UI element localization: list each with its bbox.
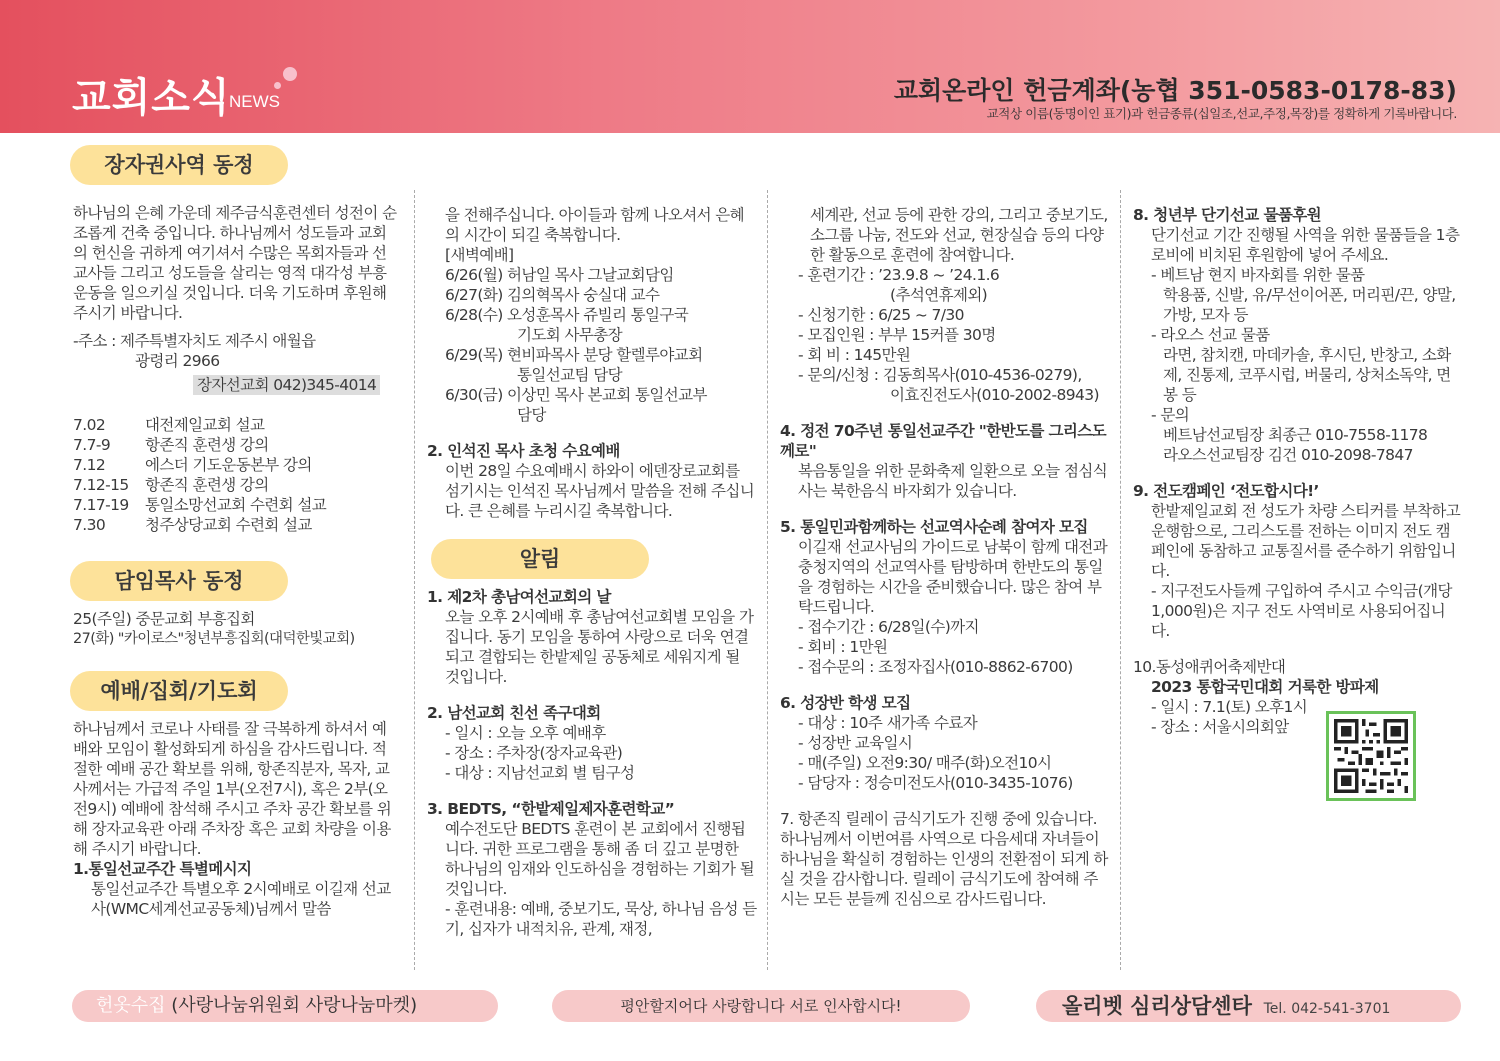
notice6-line: - 담당자 : 정승미전도사(010-3435-1076) (798, 774, 1073, 792)
notice8-line: - 베트남 현지 바자회를 위한 물품 (1151, 266, 1365, 284)
section-title-jangja: 장자권사역 동정 (70, 145, 288, 185)
notice10-sub: 2023 통합국민대회 거룩한 방파제 (1151, 678, 1379, 696)
news-label: NEWS (229, 92, 280, 111)
notice3-title: 3. BEDTS, “한밭제일제자훈련학교” (427, 800, 675, 818)
jangja-body: 하나님의 은혜 가운데 제주금식훈련센터 성전이 순조롭게 건축 중입니다. 하나님께서 성도들과 교회의 헌신을 귀하게 여기셔서 수많은 목회자들과 선교사들 그리고 성도들을 살리는 영적 대각성 부흥 운동을 일으키실 것입니다. 더욱 기도하며 후원해 주시기 바랍니다. (73, 204, 397, 322)
schedule-date: 7.02 (73, 416, 106, 434)
notice6-line: - 대상 : 10주 새가족 수료자 (798, 714, 978, 732)
train-line-cont: 이효진전도사(010-2002-8943) (890, 386, 1099, 404)
footer-greeting: 평안할지어다 사랑합니다 서로 인사합시다! (552, 990, 970, 1022)
schedule-text: 항존직 훈련생 강의 (145, 436, 269, 454)
notice8-line: - 문의 (1151, 406, 1190, 424)
notice1-body: 오늘 오후 2시예배 후 총남여선교회별 모임을 가집니다. 동기 모임을 통하여 사랑으로 더욱 연결되고 결합되는 한밭제일 공동체로 세워지게 될 것입니다. (445, 608, 754, 686)
offering-account: 교회온라인 헌금계좌(농협 351-0583-0178-83) (893, 76, 1457, 105)
dawn-title: [새벽예배] (445, 246, 514, 264)
address-line: -주소 : 제주특별자치도 제주시 애월읍 (73, 332, 316, 350)
offering-note: 교적상 이름(동명이인 표기)과 헌금종류(십일조,선교,주정,목장)를 정확하게 기록바랍니다. (986, 106, 1457, 121)
schedule-date: 7.7-9 (73, 436, 111, 454)
decor-dot-small (274, 82, 281, 89)
schedule-list (73, 415, 400, 535)
dawn-item: 6/27(화) 김의혁목사 숭실대 교수 (445, 286, 660, 304)
notice6-line: - 성장반 교육일시 (798, 734, 913, 752)
notice8-line: - 라오스 선교 물품 (1151, 326, 1270, 344)
notice6-title: 6. 성장반 학생 모집 (780, 694, 911, 712)
notice5-title: 5. 통일민과함께하는 선교역사순례 참여자 모집 (780, 518, 1088, 536)
train-line: - 훈련기간 : ’23.9.8 ~ ’24.1.6 (798, 266, 1000, 284)
qr-code[interactable] (1326, 711, 1416, 801)
notice5-body: 이길재 선교사님의 가이드로 남북이 함께 대전과 충청지역의 선교역사를 탐방하며 한반도의 통일을 경험하는 시간을 준비했습니다. 많은 참여 부탁드립니다. (798, 538, 1108, 616)
schedule-date: 7.17-19 (73, 496, 129, 514)
schedule-text: 통일소망선교회 수련회 설교 (145, 496, 327, 514)
notice2-title: 2. 남선교회 친선 족구대회 (427, 704, 601, 722)
notice5-line: - 회비 : 1만원 (798, 638, 888, 656)
decor-dot (283, 67, 297, 81)
counseling-tel: Tel. 042-541-3701 (1263, 1001, 1391, 1017)
notice3-dash: - 훈련내용: 예배, 중보기도, 묵상, 하나님 음성 듣기, 십자가 내적치유, 관계, 재정, (445, 900, 757, 938)
item1-title: 1.통일선교주간 특별메시지 (73, 860, 252, 878)
notice1-title: 1. 제2차 총남여선교회의 날 (427, 588, 611, 606)
section-title-pastor: 담임목사 동정 (70, 561, 288, 601)
schedule-date: 7.12 (73, 456, 106, 474)
schedule-text: 대전제일교회 설교 (145, 416, 265, 434)
notice9-dash: - 지구전도사들께 구입하여 주시고 수익금(개당 1,000원)은 지구 전도 사역비로 사용되어집니다. (1151, 582, 1452, 640)
dawn-item: 6/28(수) 오성훈목사 쥬빌리 통일구국 (445, 306, 689, 324)
section-title-worship: 예배/집회/기도회 (70, 671, 288, 711)
page-title: 교회소식 (72, 75, 231, 121)
item1-body-cont: 을 전해주십니다. 아이들과 함께 나오셔서 은혜의 시간이 되길 축복합니다. (445, 206, 745, 244)
dawn-item-cont: 담당 (517, 406, 546, 424)
notice7-body: 7. 항존직 릴레이 금식기도가 진행 중에 있습니다. 하나님께서 이번여름 사역으로 다음세대 자녀들이 하나님을 확실히 경험하는 인생의 전환점이 되게 하실 것을 감사합니다. 릴레이 금식기도에 참여해 주시는 모든 분들께 진심으로 감사드립니다. (780, 810, 1108, 908)
item2-title: 2. 인석진 목사 초청 수요예배 (427, 442, 620, 460)
column-divider (767, 190, 768, 970)
train-line: - 문의/신청 : 김동희목사(010-4536-0279), (798, 366, 1082, 384)
train-line: - 회 비 : 145만원 (798, 346, 911, 364)
dawn-item-cont: 기도회 사무총장 (517, 326, 622, 344)
notice5-line: - 접수문의 : 조정자집사(010-8862-6700) (798, 658, 1073, 676)
notice9-body: 한밭제일교회 전 성도가 차량 스티커를 부착하고 운행함으로, 그리스도를 전하는 이미지 전도 캠페인에 동참하고 교통질서를 준수하기 위함입니다. (1151, 502, 1461, 580)
dawn-item: 6/29(목) 현비파목사 분당 할렐루야교회 (445, 346, 703, 364)
counseling-name: 올리벳 심리상담센타 (1062, 994, 1252, 1018)
schedule-date: 7.12-15 (73, 476, 129, 494)
section-title-notice: 알림 (431, 539, 649, 579)
column-divider (414, 190, 415, 970)
notice10-title: 10.동성애퀴어축제반대 (1133, 658, 1286, 676)
column-4 (1133, 205, 1463, 737)
train-line: - 신청기한 : 6/25 ~ 7/30 (798, 306, 964, 324)
notice2-line: - 일시 : 오늘 오후 예배후 (445, 724, 606, 742)
notice2-line: - 대상 : 지남선교회 별 팀구성 (445, 764, 635, 782)
column-divider (1120, 190, 1121, 970)
notice10-line: - 일시 : 7.1(토) 오후1시 (1151, 698, 1308, 716)
notice8-line-cont: 라면, 참치캔, 마데카솔, 후시딘, 반창고, 소화제, 진통제, 코푸시럽, 버물리, 상처소독약, 면봉 등 (1163, 346, 1451, 404)
notice3-cont: 세계관, 선교 등에 관한 강의, 그리고 중보기도, 소그룹 나눔, 전도와 선교, 현장실습 등의 다양한 활동으로 훈련에 참여합니다. (810, 206, 1108, 264)
notice4-title: 4. 정전 70주년 통일선교주간 "한반도를 그리스도께로" (780, 422, 1107, 460)
notice3-body: 예수전도단 BEDTS 훈련이 본 교회에서 진행됩니다. 귀한 프로그램을 통해 좀 더 깊고 분명한 하나님의 임재와 인도하심을 경험하는 기회가 될 것입니다. (445, 820, 755, 898)
qr-code-icon (1334, 719, 1408, 793)
notice6-line: - 매(주일) 오전9:30/ 매주(화)오전10시 (798, 754, 1052, 772)
notice8-title: 8. 청년부 단기선교 물품후원 (1133, 206, 1321, 224)
schedule-date: 7.30 (73, 516, 106, 534)
notice8-body: 단기선교 기간 진행될 사역을 위한 물품들을 1층 로비에 비치된 후원함에 넣어 주세요. (1151, 226, 1460, 264)
notice10-line: - 장소 : 서울시의회앞 (1151, 718, 1289, 736)
header-banner (0, 0, 1500, 133)
schedule-text: 청주상당교회 수련회 설교 (145, 516, 312, 534)
notice9-title: 9. 전도캠페인 ‘전도합시다!’ (1133, 482, 1319, 500)
footer-counseling-center (1036, 990, 1461, 1022)
train-line-cont: (추석연휴제외) (890, 286, 988, 304)
contact-box: 장자선교회 042)345-4014 (193, 375, 380, 395)
footer-market: (사랑나눔위원회 사랑나눔마켓) (171, 995, 418, 1016)
column-3 (780, 205, 1108, 909)
dawn-item: 6/30(금) 이상민 목사 본교회 통일선교부 (445, 386, 707, 404)
notice8-line-cont: 베트남선교팀장 최종근 010-7558-1178 (1163, 426, 1428, 444)
item2-body: 이번 28일 수요예배시 하와이 에덴장로교회를 섬기시는 인석진 목사님께서 말씀을 전해 주십니다. 큰 은혜를 누리시길 축복합니다. (445, 462, 755, 520)
column-2 (427, 205, 757, 939)
worship-body: 하나님께서 코로나 사태를 잘 극복하게 하셔서 예배와 모임이 활성화되게 하심을 감사드립니다. 적절한 예배 공간 확보를 위해, 항존직분자, 목자, 교사께서는 가급적 주일 1부(오전7시), 혹은 2부(오전9시) 예배에 참석해 주시고 주차 공간 확보를 위해 장자교육관 아래 주차장 혹은 교회 차량을 이용해 주시기 바랍니다. (73, 720, 392, 858)
dawn-item-cont: 통일선교팀 담당 (517, 366, 622, 384)
pastor-line: 25(주일) 중문교회 부흥집회 (73, 610, 255, 628)
column-1 (73, 145, 400, 919)
footer-clothes-collection (72, 990, 498, 1022)
notice8-line-cont: 학용품, 신발, 유/무선이어폰, 머리핀/끈, 양말, 가방, 모자 등 (1163, 286, 1456, 324)
train-line: - 모집인원 : 부부 15커플 30명 (798, 326, 996, 344)
notice8-line-cont: 라오스선교팀장 김건 010-2098-7847 (1163, 446, 1413, 464)
pastor-line: 27(화) "카이로스"청년부흥집회(대덕한빛교회) (73, 631, 355, 647)
item1-body: 통일선교주간 특별오후 2시예배로 이길재 선교사(WMC세계선교공동체)님께서 말씀 (91, 880, 391, 918)
schedule-text: 항존직 훈련생 강의 (145, 476, 269, 494)
notice2-line: - 장소 : 주차장(장자교육관) (445, 744, 623, 762)
notice5-line: - 접수기간 : 6/28일(수)까지 (798, 618, 979, 636)
address-line-2: 광령리 2966 (135, 352, 220, 370)
footer-highlight: 헌옷수집 (96, 995, 166, 1016)
notice4-body: 복음통일을 위한 문화축제 일환으로 오늘 점심식사는 북한음식 바자회가 있습니다. (798, 462, 1108, 500)
dawn-item: 6/26(월) 허남일 목사 그날교회담임 (445, 266, 674, 284)
schedule-text: 에스더 기도운동본부 강의 (145, 456, 312, 474)
